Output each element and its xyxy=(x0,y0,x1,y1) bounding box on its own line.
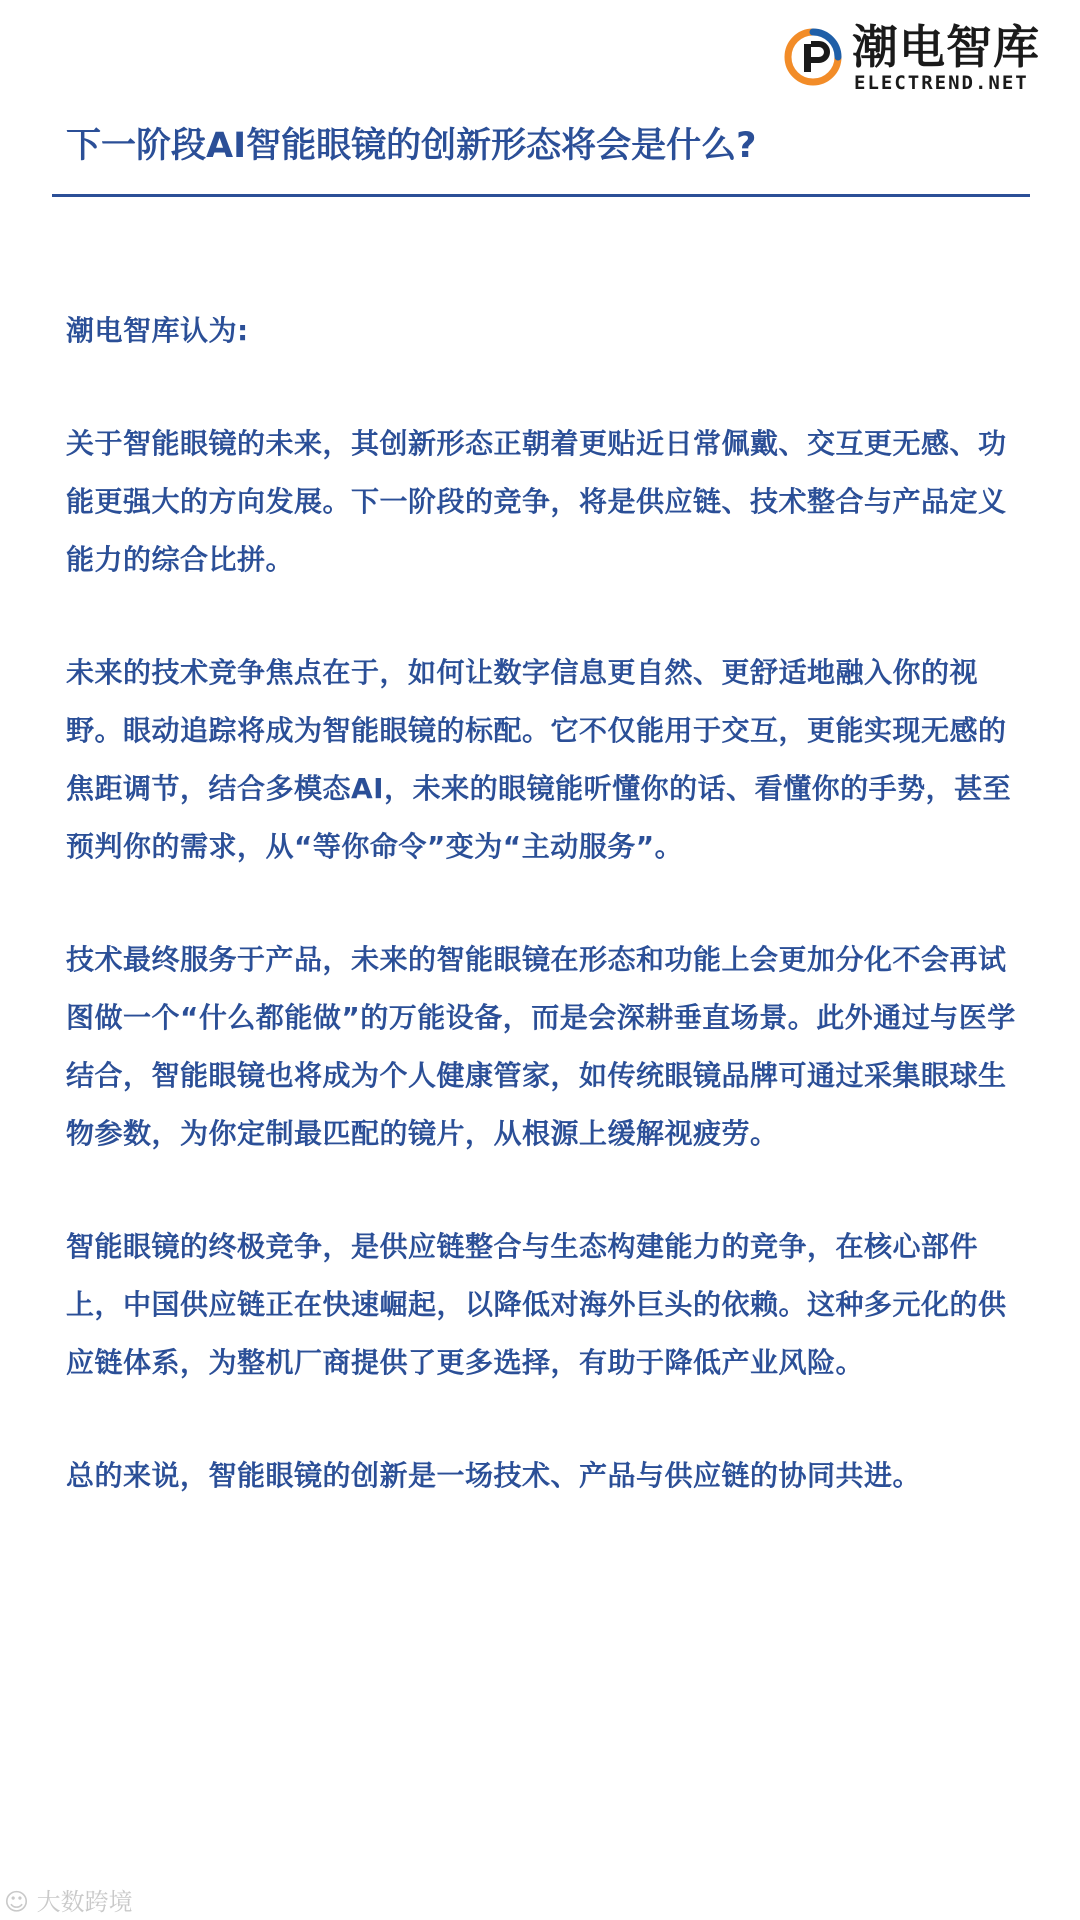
paragraph-3: 技术最终服务于产品，未来的智能眼镜在形态和功能上会更加分化不会再试图做一个“什么都能做”的万能设备，而是会深耕垂直场景。此外通过与医学结合，智能眼镜也将成为个人健康管家，如传统眼镜品牌可通过采集眼球生物参数，为你定制最匹配的镜片，从根源上缓解视疲劳。 xyxy=(66,943,1016,1150)
title-divider xyxy=(52,194,1030,197)
paragraph-4: 智能眼镜的终极竞争，是供应链整合与生态构建能力的竞争，在核心部件上，中国供应链正在快速崛起，以降低对海外巨头的依赖。这种多元化的供应链体系，为整机厂商提供了更多选择，有助于降低产业风险。 xyxy=(66,1230,1007,1379)
watermark xyxy=(4,1888,133,1916)
brand-name-cn: 潮电智库 xyxy=(852,20,1040,74)
paragraph-5: 总的来说，智能眼镜的创新是一场技术、产品与供应链的协同共进。 xyxy=(66,1459,922,1492)
electrend-logo-icon xyxy=(782,26,844,88)
paragraph-1: 关于智能眼镜的未来，其创新形态正朝着更贴近日常佩戴、交互更无感、功能更强大的方向发展。下一阶段的竞争，将是供应链、技术整合与产品定义能力的综合比拼。 xyxy=(66,427,1007,576)
intro-line: 潮电智库认为: xyxy=(66,314,249,347)
brand-name-en: ELECTREND.NET xyxy=(854,72,1029,94)
watermark-text: 大数跨境 xyxy=(36,1888,133,1916)
paragraph-2: 未来的技术竞争焦点在于，如何让数字信息更自然、更舒适地融入你的视野。眼动追踪将成为智能眼镜的标配。它不仅能用于交互，更能实现无感的焦距调节，结合多模态AI，未来的眼镜能听懂你的话、看懂你的手势，甚至预判你的需求，从“等你命令”变为“主动服务”。 xyxy=(66,656,1012,863)
watermark-logo-icon: ☺ xyxy=(4,1888,37,1916)
article-body xyxy=(66,302,1024,1560)
page-title: 下一阶段AI智能眼镜的创新形态将会是什么? xyxy=(66,126,757,166)
brand-header xyxy=(782,22,1062,96)
